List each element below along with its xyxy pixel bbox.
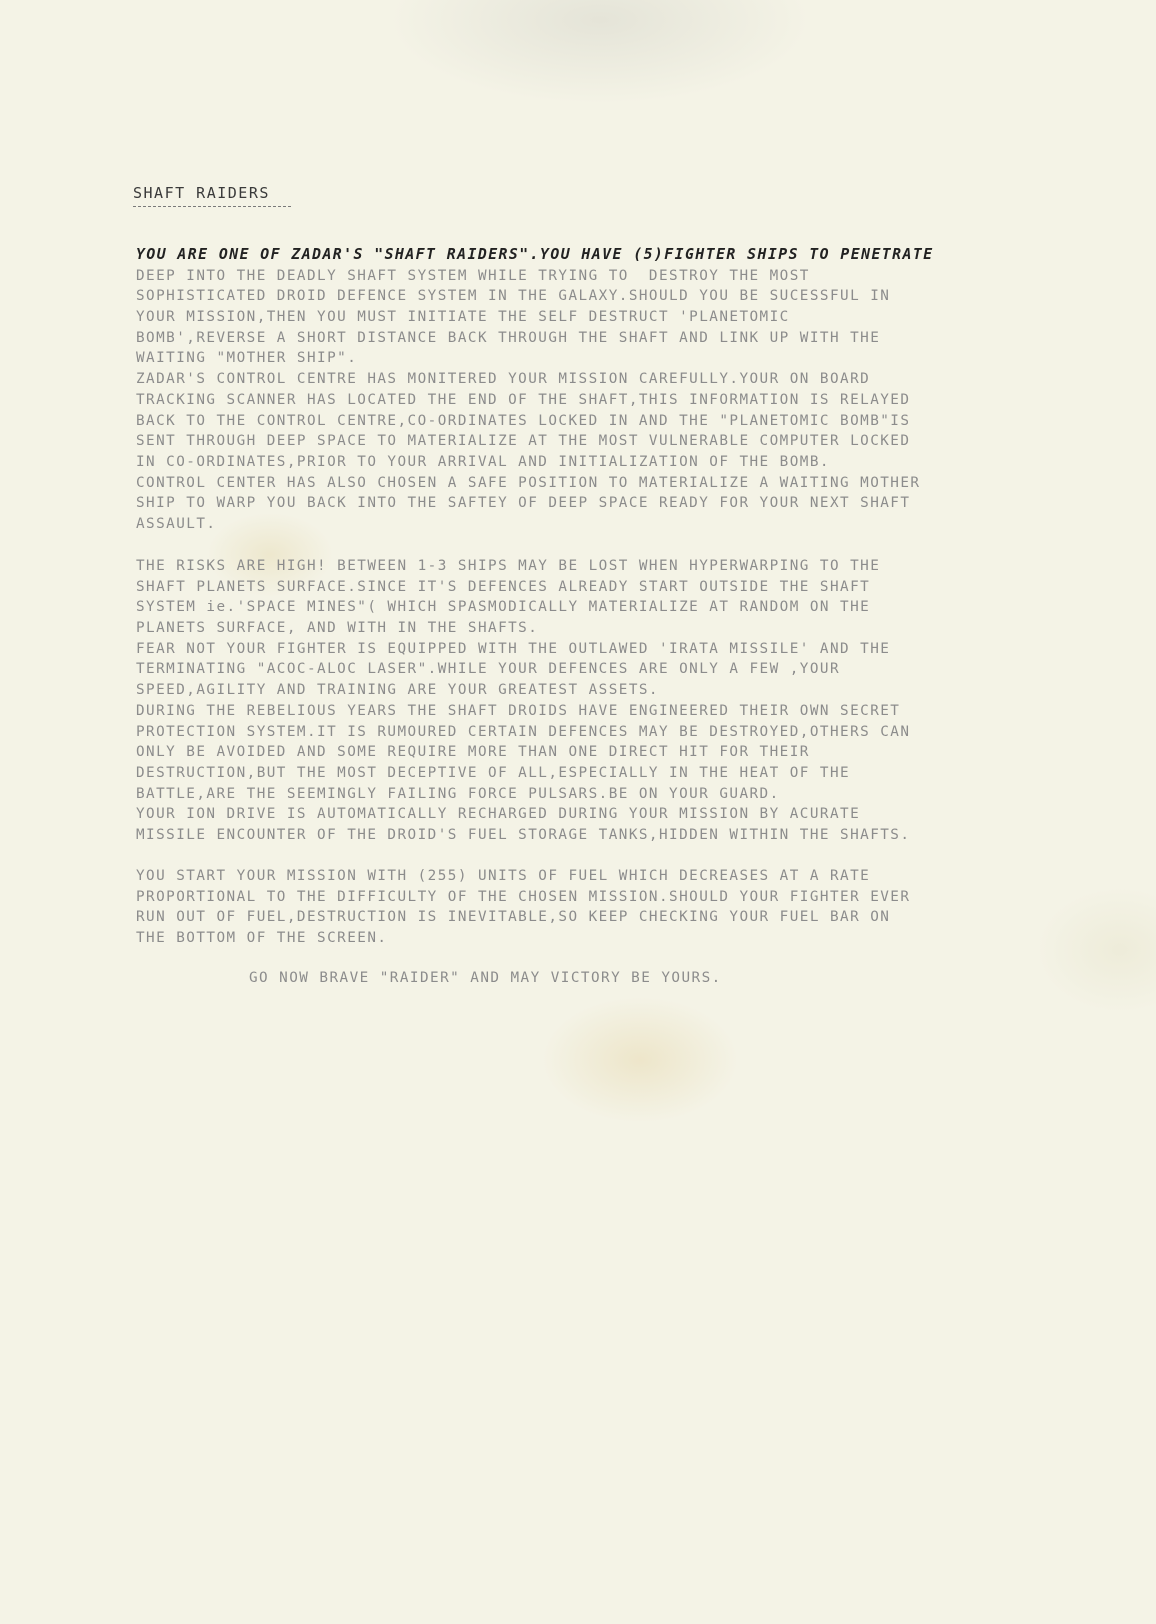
text-line: ZADAR'S CONTROL CENTRE HAS MONITERED YOUR MISSION CAREFULLY.YOUR ON BOARD	[136, 371, 871, 388]
text-line: BATTLE,ARE THE SEEMINGLY FAILING FORCE PULSARS.BE ON YOUR GUARD.	[136, 785, 780, 802]
text-line: SHIP TO WARP YOU BACK INTO THE SAFTEY OF DEEP SPACE READY FOR YOUR NEXT SHAFT	[136, 495, 911, 512]
text-line: TRACKING SCANNER HAS LOCATED THE END OF THE SHAFT,THIS INFORMATION IS RELAYED	[136, 391, 911, 408]
title-underline	[133, 206, 291, 207]
text-line: PROTECTION SYSTEM.IT IS RUMOURED CERTAIN DEFENCES MAY BE DESTROYED,OTHERS CAN	[136, 723, 911, 740]
text-line: YOU START YOUR MISSION WITH (255) UNITS OF FUEL WHICH DECREASES AT A RATE	[136, 868, 871, 884]
document-title: SHAFT RAIDERS	[133, 184, 270, 202]
text-line: CONTROL CENTER HAS ALSO CHOSEN A SAFE POSITION TO MATERIALIZE A WAITING MOTHER	[136, 474, 921, 491]
text-line: SYSTEM ie.'SPACE MINES"( WHICH SPASMODICALLY MATERIALIZE AT RANDOM ON THE	[136, 599, 871, 616]
text-line: BOMB',REVERSE A SHORT DISTANCE BACK THROUGH THE SHAFT AND LINK UP WITH THE	[136, 329, 881, 346]
text-line: IN CO-ORDINATES,PRIOR TO YOUR ARRIVAL AND INITIALIZATION OF THE BOMB.	[136, 453, 830, 470]
text-line: YOUR ION DRIVE IS AUTOMATICALLY RECHARGED DURING YOUR MISSION BY ACURATE	[136, 806, 861, 823]
closing-line: GO NOW BRAVE "RAIDER" AND MAY VICTORY BE YOURS.	[249, 970, 722, 986]
text-line: YOU ARE ONE OF ZADAR'S "SHAFT RAIDERS".YOU HAVE (5)FIGHTER SHIPS TO PENETRATE	[136, 246, 934, 263]
paragraph-mission-briefing	[136, 245, 1096, 535]
text-line: MISSILE ENCOUNTER OF THE DROID'S FUEL STORAGE TANKS,HIDDEN WITHIN THE SHAFTS.	[136, 826, 911, 843]
text-line: THE RISKS ARE HIGH! BETWEEN 1-3 SHIPS MAY BE LOST WHEN HYPERWARPING TO THE	[136, 558, 881, 574]
text-line: RUN OUT OF FUEL,DESTRUCTION IS INEVITABLE,SO KEEP CHECKING YOUR FUEL BAR ON	[136, 909, 891, 926]
text-line: DURING THE REBELIOUS YEARS THE SHAFT DROIDS HAVE ENGINEERED THEIR OWN SECRET	[136, 702, 901, 719]
text-line: BACK TO THE CONTROL CENTRE,CO-ORDINATES LOCKED IN AND THE "PLANETOMIC BOMB"IS	[136, 412, 911, 429]
text-line: DESTRUCTION,BUT THE MOST DECEPTIVE OF ALL,ESPECIALLY IN THE HEAT OF THE	[136, 764, 851, 781]
text-line: THE BOTTOM OF THE SCREEN.	[136, 930, 388, 947]
text-line: SOPHISTICATED DROID DEFENCE SYSTEM IN THE GALAXY.SHOULD YOU BE SUCESSFUL IN	[136, 288, 891, 305]
text-line: SHAFT PLANETS SURFACE.SINCE IT'S DEFENCES ALREADY START OUTSIDE THE SHAFT	[136, 578, 871, 595]
text-line: DEEP INTO THE DEADLY SHAFT SYSTEM WHILE TRYING TO DESTROY THE MOST	[136, 267, 810, 284]
text-line: YOUR MISSION,THEN YOU MUST INITIATE THE SELF DESTRUCT 'PLANETOMIC	[136, 309, 790, 326]
text-line: SPEED,AGILITY AND TRAINING ARE YOUR GREATEST ASSETS.	[136, 682, 659, 699]
paragraph-risks-and-defences	[136, 556, 1096, 846]
text-line: TERMINATING "ACOC-ALOC LASER".WHILE YOUR DEFENCES ARE ONLY A FEW ,YOUR	[136, 661, 841, 678]
text-line: WAITING "MOTHER SHIP".	[136, 350, 358, 367]
text-line: PROPORTIONAL TO THE DIFFICULTY OF THE CHOSEN MISSION.SHOULD YOUR FIGHTER EVER	[136, 888, 911, 905]
text-line: FEAR NOT YOUR FIGHTER IS EQUIPPED WITH THE OUTLAWED 'IRATA MISSILE' AND THE	[136, 640, 891, 657]
text-line: SENT THROUGH DEEP SPACE TO MATERIALIZE AT THE MOST VULNERABLE COMPUTER LOCKED	[136, 433, 911, 450]
text-line: ASSAULT.	[136, 515, 217, 532]
text-line: PLANETS SURFACE, AND WITH IN THE SHAFTS.	[136, 620, 539, 637]
paragraph-fuel	[136, 866, 1096, 949]
text-line: ONLY BE AVOIDED AND SOME REQUIRE MORE THAN ONE DIRECT HIT FOR THEIR	[136, 744, 810, 761]
